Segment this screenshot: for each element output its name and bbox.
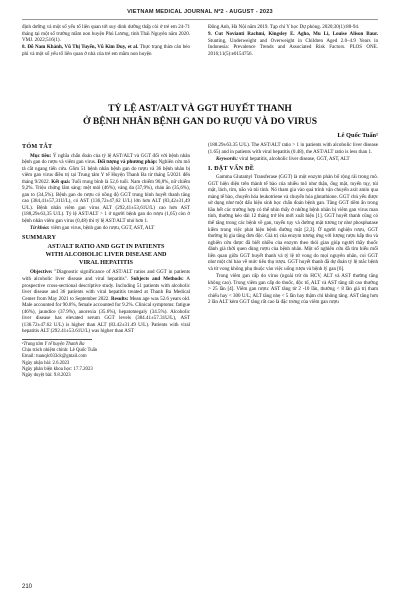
objective-text-vi: Ý nghĩa chẩn đoán của tỷ lệ AST/ALT và GGT đối với bệnh nhân bệnh gan do rượu và viêm gan virus. <box>22 152 191 166</box>
footnote-affiliation: ¹Trung tâm Y tế huyện Thanh Ba <box>22 341 85 347</box>
left-column <box>22 142 190 379</box>
reference-number: 9. <box>208 31 212 38</box>
methods-label-en: Subjects and Methods: <box>130 276 184 282</box>
methods-text-vi: Nghiên cứu mô tả cắt ngang tiến cứu. Gồm 51 bệnh nhân bệnh gan do rượu và 36 bệnh nhân bị viêm gan virus điều trị tại Trung tâm Y tế Huyện Thanh Ba từ tháng 5/2021 đến tháng 9/2022. <box>22 159 191 185</box>
summary-heading: SUMMARY <box>22 233 57 241</box>
article-author: Lê Quốc Tuấn¹ <box>337 132 378 139</box>
keywords-vi <box>22 225 190 232</box>
reference-8 <box>22 44 190 57</box>
abstract-vi <box>22 153 190 225</box>
footnote-reviewed: Ngày phản biện khoa học: 17.7.2023 <box>22 366 93 372</box>
article-title <box>22 102 378 128</box>
keywords-label-en: Keywords: <box>216 156 238 163</box>
results-text-en: Mean age was 52.6 years old. Male accounted for 90.8%, female accounted for 9.2%. Clinical symptoms: fatigue (46%), jaundice (37.9%), anorexia (35.6%), hepatomegaly (34.5%). Alcoholic liver disease has elevated serum GGT levels (384.41±57.31U/L), AST (136.72±47.62 U/L) is higher than ALT (83.42±31.49 U/L). Patients with viral hepatitis ALT (292.41±53.61U/L) was higher than AST <box>22 295 191 335</box>
reference-authors: Đỗ Nam Khánh, Vũ Thị Tuyến, Vũ Kim Duy, et al. <box>27 44 139 51</box>
footnote-corresponding: Chịu trách nhiệm chính: Lê Quốc Tuấn <box>22 348 98 354</box>
footnote-received: Ngày nhận bài: 2.6.2023 <box>22 360 70 366</box>
footnote-accepted: Ngày duyệt bài: 9.8.2023 <box>22 372 71 378</box>
keywords-en <box>208 156 378 163</box>
abstract-heading-vi: TÓM TẮT <box>22 143 53 150</box>
section-heading-introduction: I. ĐẶT VẤN ĐỀ <box>208 164 255 172</box>
results-label-en: Results: <box>110 295 129 302</box>
results-text-vi: Tuổi trung bình là 52,6 tuổi. Nam chiếm 90,8%, nữ chiếm 9,2%. Triệu chứng lâm sàng: mệt mỏi (46%), vàng da (37,9%), chán ăn (35,6%), gan to (34,5%). Bệnh gan do rượu có nồng độ GGT trung bình huyết thanh tăng cao (384,41±57,31U/L), có AST (136,72±47,62 U/L) lớn hơn ALT (83,42±31,49 U/L). Bệnh nhân viêm gan virus ALT (292,41±53,61U/L) cao hơn AST (188,29±63,35 U/L). Tỷ lệ AST/ALT > 1 ở người bệnh gan do rượu (1,65) còn ở bệnh nhân viêm gan virus (0,48) thì tỷ lệ AST/ALT nhỏ hơn 1. <box>22 178 190 225</box>
reference-text: Stunting, Underweight and Overweight in Children Aged 2.0–4.9 Years in Indonesia: Prevalence Trends and Associated Risk Factors. PLOS ONE. 2016;11(5):e0154756. <box>208 37 378 57</box>
references-right <box>208 24 378 58</box>
results-label-vi: Kết quả: <box>51 178 71 185</box>
footnote-email: Email: tuanqlc033ck@gmail.com <box>22 354 87 360</box>
english-title-line-2: WITH ALCOHOLIC LIVER DISEASE AND <box>45 251 167 259</box>
reference-number: 8. <box>22 44 26 51</box>
title-line-1: TỶ LỆ AST/ALT VÀ GGT HUYẾT THANH <box>108 103 292 114</box>
right-column <box>208 142 378 307</box>
english-title-line-1: AST/ALT RATIO AND GGT IN PATIENTS <box>47 243 165 251</box>
methods-text-en: A prospective cross-sectional descriptive study. Including 51 patients with alcoholic liver disease and 36 patients with viral hepatitis treated at Thanh Ba Medical Center from May 2021 to September 2022. <box>22 276 190 302</box>
keywords-text-vi: viêm gan virus, bệnh gan do rượu, GGT, AST, ALT <box>50 225 155 232</box>
english-title-line-3: VIRAL HEPATITIS <box>79 259 133 267</box>
reference-text: Thực trạng thừa cân béo phì và một số yếu tố liên quan ở nhà của trẻ em mầm non huyện <box>22 44 190 57</box>
references-left <box>22 24 190 58</box>
reference-9 <box>208 31 378 57</box>
results-continued-en: (188.29±63.35 U/L). The AST/ALT ratio > 1 in patients with alcoholic liver disease (1.65) and in patients with viral hepatitis (0.48), the AST/ALT ratio is less than 1. <box>208 142 378 155</box>
keywords-label-vi: Từ khóa: <box>30 225 50 232</box>
footnote-divider <box>22 339 92 340</box>
reference-continued: định dưỡng và một số yếu tố liên quan tới suy dinh dưỡng thấp còi ở trẻ em 24-71 tháng tại một số trường mầm non huyện Phú Lương, tỉnh Thái Nguyên năm 2020. VMJ. 2022;516(1). <box>22 24 190 44</box>
reference-continued: Đông Anh, Hà Nội năm 2019. Tạp chí Y học Dự phòng. 2020;30(1):88-94. <box>208 24 360 30</box>
reference-authors: Cut Novianti Rachmi, Kingsley E. Agho, Mu Li, Louise Alison Baur. <box>214 31 378 38</box>
journal-header: VIETNAM MEDICAL JOURNAL Nº2 - AUGUST - 2023 <box>22 6 378 20</box>
introduction-paragraph-1: Gamma Glutamyl Transferase (GGT) là một enzym phân bố rộng rãi trong mô. GGT hiện diện trên thành tế bào của nhiều mô như thận, ống mật, tuyến tụy, túi mật, lách, tim, não và túi tinh. Nó tham gia vào quá trình vận chuyển axit amin qua màng tế bào, chuyển hóa leukotriene và chuyển hóa glutathione. GGT chủ yếu được sử dụng như một dấu hiệu sinh học chẩn đoán bệnh gan. Tăng GGT tiềm ẩn trong hầu hết các trường hợp có thể nhìn thấy ở những bệnh nhân bị viêm gan virus man tính, thường kéo dài 12 tháng trở lên mới xuất hiện [1]. GGT huyết thanh cũng có thể tăng trong các bệnh về gan, tuyến tụy và đường mật tương tự như phosphatase kiềm trong việc phát hiện bệnh đường mật [2,3]. Ở người nghiện rượu, GGT thường bị gia tăng đơn độc. Giá trị của enzym tương ứng với lượng rượu hấp thu và nghiên cứu được đã biết nhiều của enzym theo thói gian giúp người thầy thuốc đánh giá thời quen dùng rượu của bệnh nhân. Một số nghiên cứu đã tìm hiểu mối liên quan giữa GGT huyết thanh và tỷ lệ tử vong do mọi nguyên nhân, coi GGT như một chỉ báo về mức tiêu thụ rượu. GGT huyết thanh đã dự đoán tỷ lệ mắc bệnh và tử vong không phụ thuộc vào việc uống rượu và bệnh lý gan [6]. <box>208 174 378 272</box>
introduction-paragraph-2: Trong viêm gan cấp do virus (ngoài trừ do HCV, ALT và AST thường tăng không cao). Trong viêm gan cấp do thuốc, độc tố, ALT và AST tăng rất cao thường > 25 lần [4]. Viêm gan rượu: AST tăng từ 2 -10 lần, thường < 8 lần giá trị tham chiếu hay < 300 U/L; ALT tăng nhẹ < 5 lần hay thậm chí không tăng. AST tăng hơn 2 lần ALT kèm GGT tăng rất cao là đặc trưng của viêm gan rượu <box>208 273 378 306</box>
page-number: 210 <box>22 584 33 590</box>
objective-text-en: "Diagnostic significance of AST/ALT ratios and GGT in patients with alcoholic liver disease and viral hepatitis". <box>22 269 190 282</box>
title-line-2: Ở BỆNH NHÂN BỆNH GAN DO RƯỢU VÀ DO VIRUS <box>82 116 318 127</box>
methods-label-vi: Đối tượng và phương pháp: <box>97 159 158 166</box>
keywords-text-en: viral hepatitis, alcoholic liver disease, GGT, AST, ALT <box>239 156 350 163</box>
objective-label-en: Objective: <box>30 269 53 276</box>
abstract-en <box>22 269 190 334</box>
objective-label-vi: Mục tiêu: <box>30 152 52 159</box>
